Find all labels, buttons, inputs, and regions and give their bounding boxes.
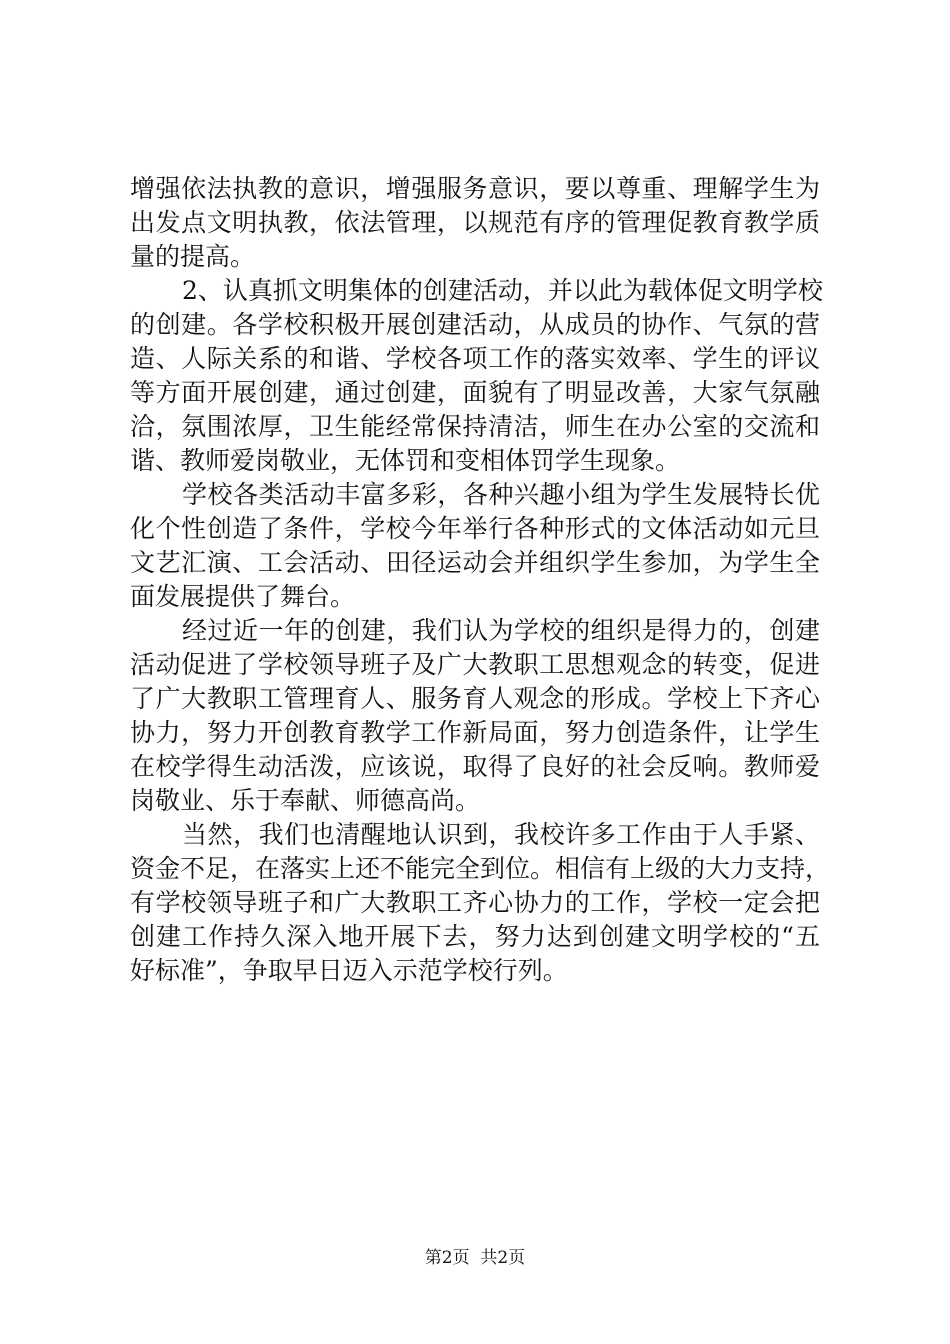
text-line: 谐、教师爱岗敬业，无体罚和变相体罚学生现象。 [130, 446, 681, 475]
text-line: 协力，努力开创教育教学工作新局面，努力创造条件，让学生 [130, 718, 820, 747]
text-line: 当然，我们也清醒地认识到，我校许多工作由于人手紧、 [182, 820, 820, 849]
text-line: 创建工作持久深入地开展下去，努力达到创建文明学校的“五 [130, 922, 820, 951]
paragraph [130, 172, 820, 274]
text-line: 了广大教职工管理育人、服务育人观念的形成。学校上下齐心 [130, 684, 820, 713]
paragraph [130, 614, 820, 818]
text-line: 出发点文明执教，依法管理，以规范有序的管理促教育教学质 [130, 208, 820, 237]
text-line: 造、人际关系的和谐、学校各项工作的落实效率、学生的评议 [130, 344, 820, 373]
text-line: 有学校领导班子和广大教职工齐心协力的工作，学校一定会把 [130, 888, 820, 917]
paragraph [130, 274, 823, 478]
text-line: 学校各类活动丰富多彩，各种兴趣小组为学生发展特长优 [182, 480, 820, 509]
text-line: 面发展提供了舞台。 [130, 582, 356, 611]
text-line: 增强依法执教的意识，增强服务意识，要以尊重、理解学生为 [130, 174, 820, 203]
text-line: 在校学得生动活泼，应该说，取得了良好的社会反响。教师爱 [130, 752, 820, 781]
text-line: 活动促进了学校领导班子及广大教职工思想观念的转变，促进 [130, 650, 820, 679]
text-line: 文艺汇演、工会活动、田径运动会并组织学生参加，为学生全 [130, 548, 820, 577]
text-line: 等方面开展创建，通过创建，面貌有了明显改善，大家气氛融 [130, 378, 820, 407]
text-line: 的创建。各学校积极开展创建活动，从成员的协作、气氛的营 [130, 310, 820, 339]
page-footer: 第2页 共2页 [424, 1248, 526, 1268]
text-line: 2、认真抓文明集体的创建活动，并以此为载体促文明学校 [182, 276, 823, 305]
text-line: 洽，氛围浓厚，卫生能经常保持清洁，师生在办公室的交流和 [130, 412, 820, 441]
text-line: 量的提高。 [130, 242, 256, 271]
text-line: 经过近一年的创建，我们认为学校的组织是得力的，创建 [182, 616, 820, 645]
text-line: 化个性创造了条件，学校今年举行各种形式的文体活动如元旦 [130, 514, 820, 543]
paragraph [130, 478, 820, 614]
text-line: 岗敬业、乐于奉献、师德高尚。 [130, 786, 481, 815]
text-line: 好标准”，争取早日迈入示范学校行列。 [130, 956, 568, 985]
paragraph [130, 818, 831, 988]
text-line: 资金不足，在落实上还不能完全到位。相信有上级的大力支持， [130, 854, 831, 883]
document-body [130, 172, 831, 988]
